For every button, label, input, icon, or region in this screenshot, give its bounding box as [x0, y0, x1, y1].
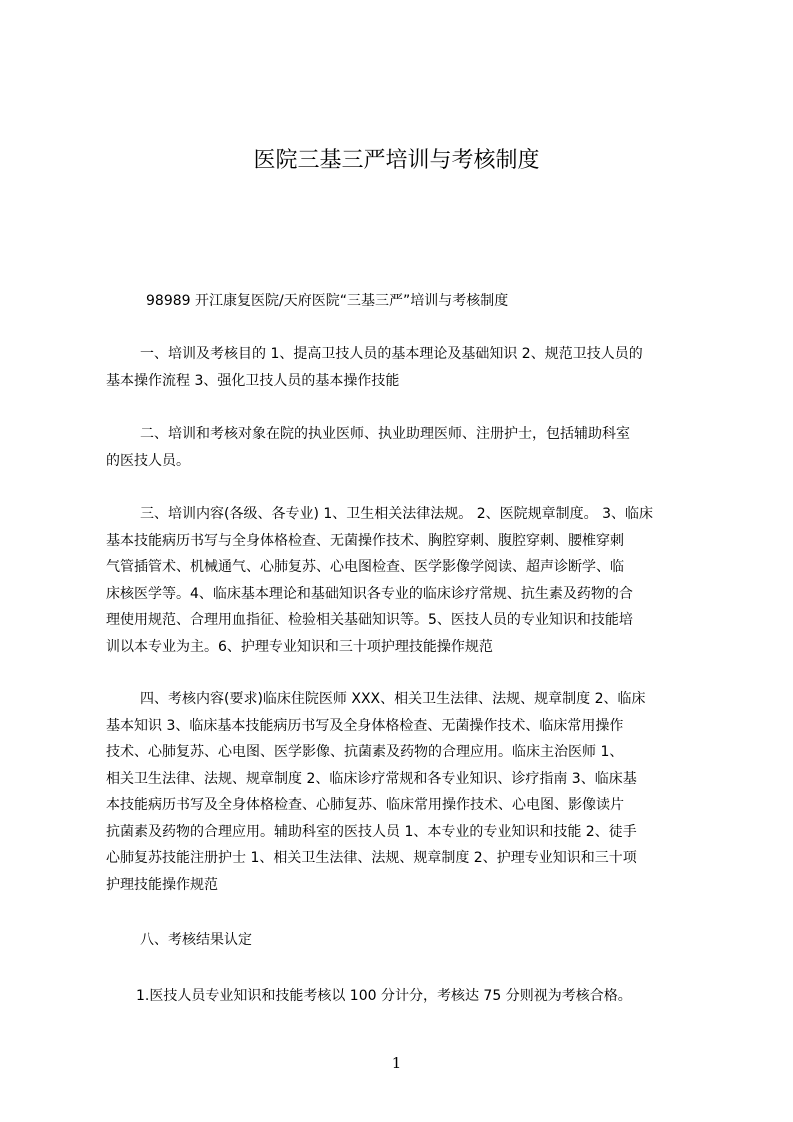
section-line: 心肺复苏技能注册护士 1、相关卫生法律、法规、规章制度 2、护理专业知识和三十项 — [106, 850, 637, 866]
page-number: 1 — [391, 1054, 402, 1072]
section-line: 基本操作流程 3、强化卫技人员的基本操作技能 — [106, 372, 400, 389]
section-line: 基本知识 3、临床基本技能病历书写及全身体格检查、无菌操作技术、临床常用操作 — [106, 717, 624, 734]
section-line: 本技能病历书写及全身体格检查、心肺复苏、临床常用操作技术、心电图、影像读片 — [106, 797, 624, 813]
section-result-rule — [106, 983, 704, 1010]
section-line: 技术、心肺复苏、心电图、医学影像、抗菌素及药物的合理应用。临床主治医师 1、 — [106, 744, 624, 760]
section-assessment-content — [106, 686, 704, 898]
section-line: 四、考核内容(要求)临床住院医师 XXX、相关卫生法律、法规、规章制度 2、临床 — [140, 691, 646, 707]
section-line: 护理技能操作规范 — [106, 876, 218, 893]
section-line: 三、培训内容(各级、各专业) 1、卫生相关法律法规。 2、医院规章制度。 3、临床 — [140, 506, 653, 522]
section-line: 训以本专业为主。6、护理专业知识和三十项护理技能操作规范 — [106, 638, 493, 655]
section-line: 二、培训和考核对象在院的执业医师、执业助理医师、注册护士，包括辅助科室 — [140, 426, 630, 442]
section-line: 理使用规范、合理用血指征、检验相关基础知识等。5、医技人员的专业知识和技能培 — [106, 612, 633, 628]
section-line: 相关卫生法律、法规、规章制度 2、临床诊疗常规和各专业知识、诊疗指南 3、临床基 — [106, 770, 637, 787]
section-line: 的医技人员。 — [106, 452, 190, 469]
section-line: 气管插管术、机械通气、心肺复苏、心电图检查、医学影像学阅读、超声诊断学、临 — [106, 559, 624, 575]
section-purpose — [106, 341, 704, 394]
document-title: 医院三基三严培训与考核制度 — [253, 148, 540, 173]
section-line: 基本技能病历书写与全身体格检查、无菌操作技术、胸腔穿刺、腹腔穿刺、腰椎穿刺 — [106, 532, 624, 549]
section-line: 八、考核结果认定 — [140, 932, 252, 948]
section-line: 一、培训及考核目的 1、提高卫技人员的基本理论及基础知识 2、规范卫技人员的 — [140, 346, 643, 362]
section-line: 1.医技人员专业知识和技能考核以 100 分计分，考核达 75 分则视为考核合格。 — [136, 988, 632, 1004]
section-line: 床核医学等。4、临床基本理论和基础知识各专业的临床诊疗常规、抗生素及药物的合 — [106, 585, 633, 602]
section-targets — [106, 421, 704, 474]
document-subtitle: 98989 开江康复医院/天府医院“三基三严”培训与考核制度 — [146, 293, 509, 309]
section-training-content — [106, 501, 704, 660]
section-result-heading — [106, 927, 704, 954]
section-line: 抗菌素及药物的合理应用。辅助科室的医技人员 1、本专业的专业知识和技能 2、徒手 — [106, 823, 637, 840]
